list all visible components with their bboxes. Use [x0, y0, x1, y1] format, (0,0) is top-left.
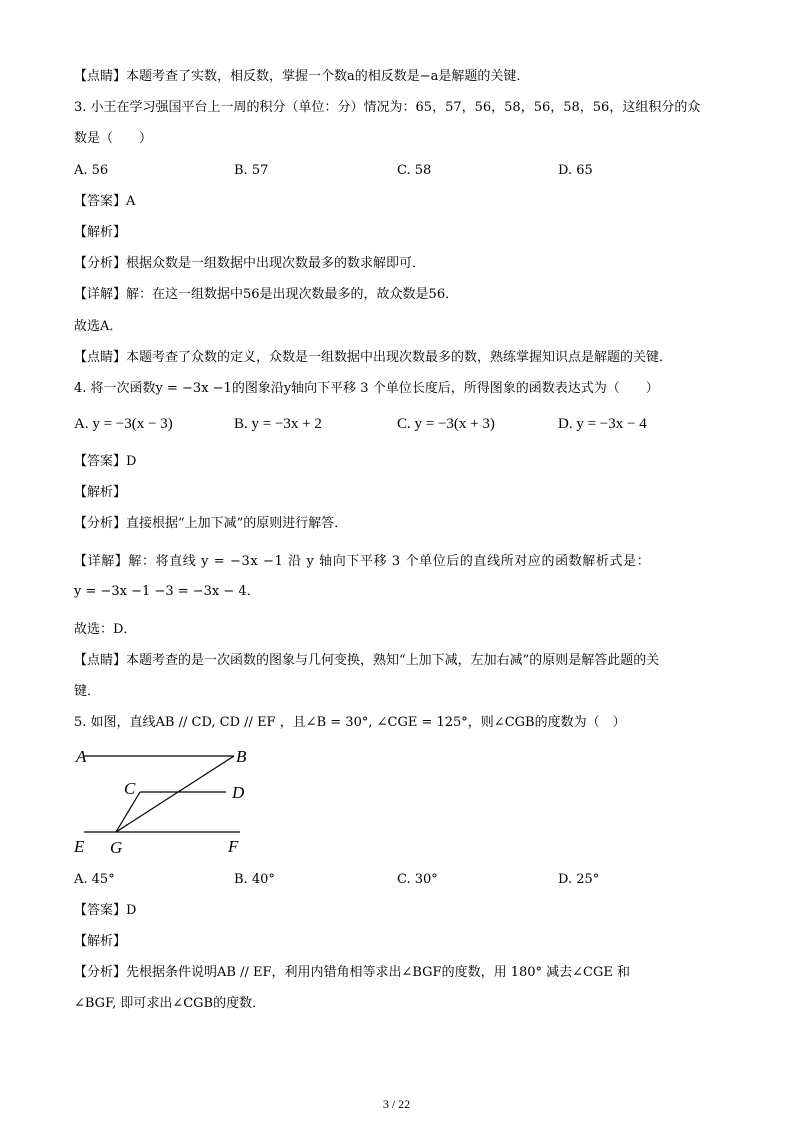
q5-option-b: B. 40° — [234, 872, 275, 887]
label-f: F — [228, 837, 239, 856]
label-d: D — [232, 783, 245, 802]
q5-analysis-heading: 【解析】 — [74, 934, 127, 949]
q3-stem-line2: 数是（ ） — [74, 131, 153, 146]
label-b: B — [236, 747, 247, 766]
q4-answer: 【答案】D — [74, 454, 137, 469]
parallel-lines-figure — [68, 742, 268, 858]
q5-analysis-line2: ∠BGF, 即可求出∠CGB的度数． — [74, 996, 266, 1011]
q5-analysis-line1: 【分析】先根据条件说明AB // EF，利用内错角相等求出∠BGF的度数，用 180° 减去∠CGE 和 — [74, 965, 630, 980]
q4-option-a: A. y = −3(x − 3) — [74, 416, 173, 432]
q4-choice: 故选：D． — [74, 622, 137, 637]
q2-key-point: 【点睛】本题考查了实数，相反数，掌握一个数a的相反数是−a是解题的关键． — [74, 69, 530, 84]
q4-stem: 4. 将一次函数y = −3x −1的图象沿y轴向下平移 3 个单位长度后，所得图象的函数表达式为（ ） — [74, 381, 659, 396]
page-number: 3 / 22 — [382, 1097, 411, 1111]
q3-answer: 【答案】A — [74, 194, 136, 209]
q3-option-d: D. 65 — [558, 163, 593, 178]
q3-analysis: 【分析】根据众数是一组数据中出现次数最多的数求解即可． — [74, 256, 426, 271]
q4-option-c: C. y = −3(x + 3) — [397, 416, 495, 432]
q3-key-point: 【点睛】本题考查了众数的定义，众数是一组数据中出现次数最多的数，熟练掌握知识点是解题的关键． — [74, 350, 673, 365]
q4-option-d: D. y = −3x − 4 — [558, 416, 647, 432]
q4-option-b: B. y = −3x + 2 — [234, 416, 322, 432]
q4-analysis: 【分析】直接根据“上加下减”的原则进行解答． — [74, 516, 348, 531]
q5-option-d: D. 25° — [558, 872, 600, 887]
q4-key-point-line1: 【点睛】本题考查的是一次函数的图象与几何变换，熟知“上加下减，左加右减”的原则是解答此题的关 — [74, 653, 660, 668]
label-a: A — [76, 747, 87, 766]
q3-analysis-heading: 【解析】 — [74, 225, 127, 240]
q5-option-a: A. 45° — [74, 872, 115, 887]
label-c: C — [124, 779, 136, 798]
q3-option-c: C. 58 — [397, 163, 432, 178]
q4-key-point-line2: 键． — [74, 684, 101, 699]
q3-solution: 【详解】解：在这一组数据中56是出现次数最多的，故众数是56． — [74, 287, 459, 302]
q4-analysis-heading: 【解析】 — [74, 485, 127, 500]
q3-choice: 故选A． — [74, 319, 123, 334]
q4-solution-line1: 【详解】解：将直线 y = −3x −1 沿 y 轴向下平移 3 个单位后的直线所对应的函数解析式是： — [74, 554, 651, 569]
label-e: E — [74, 837, 85, 856]
q5-answer: 【答案】D — [74, 903, 137, 918]
label-g: G — [110, 838, 123, 857]
q4-solution-line2: y = −3x −1 −3 = −3x − 4． — [74, 584, 260, 599]
q5-option-c: C. 30° — [397, 872, 438, 887]
segment-gc — [116, 792, 140, 832]
q3-stem-line1: 3. 小王在学习强国平台上一周的积分（单位：分）情况为：65，57，56，58，56，58，56，这组积分的众 — [74, 100, 701, 115]
q5-stem: 5. 如图，直线AB // CD, CD // EF ，且∠B = 30°, ∠CGE = 125°，则∠CGB的度数为（ ） — [74, 715, 626, 730]
q3-option-a: A. 56 — [74, 163, 109, 178]
q3-option-b: B. 57 — [234, 163, 269, 178]
